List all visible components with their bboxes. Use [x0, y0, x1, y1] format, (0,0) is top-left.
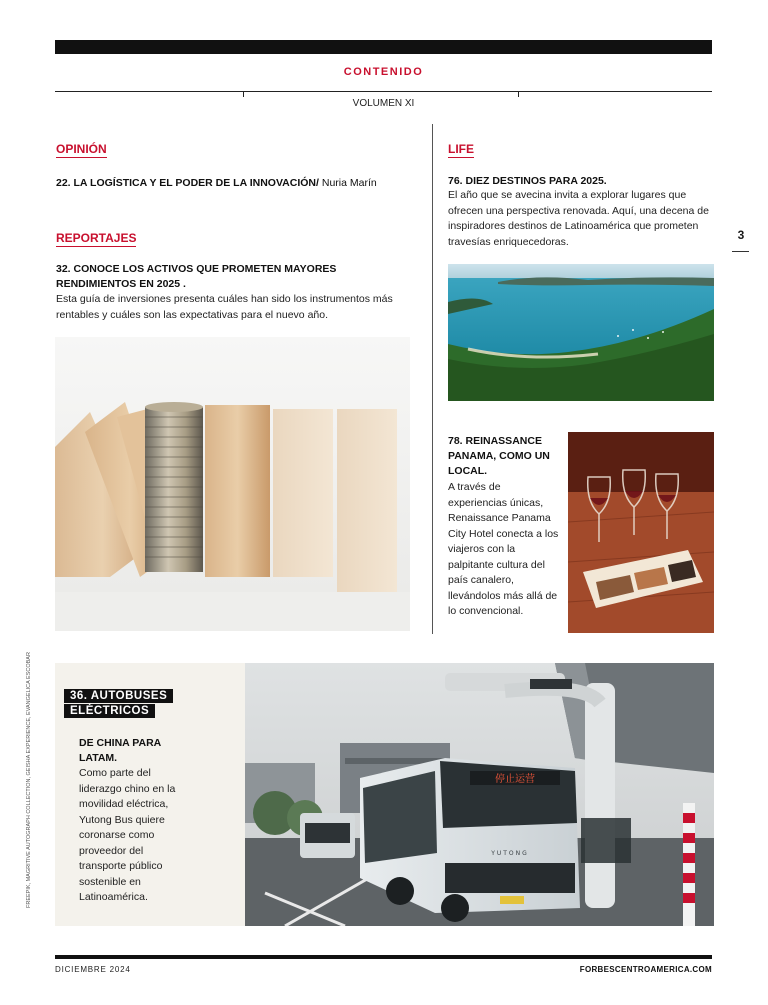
- reportajes-section: [56, 229, 136, 247]
- wine-tasting-photo: [568, 432, 714, 633]
- bus-destination-sign: 停止运营: [495, 774, 535, 785]
- bus-tag-2: [64, 701, 155, 719]
- article-headline[interactable]: DE CHINA PARA LATAM.: [79, 737, 161, 764]
- wine-tasting-illustration: [568, 432, 714, 633]
- bus-tag-label: ELÉCTRICOS: [64, 704, 155, 718]
- article-headline: 22. LA LOGÍSTICA Y EL PODER DE LA INNOVACIÓN/: [56, 177, 319, 189]
- section-label-life: LIFE: [448, 142, 474, 156]
- section-label-opinion: OPINIÓN: [56, 142, 107, 156]
- life-section: [448, 140, 474, 158]
- page-number-rule: [732, 251, 749, 252]
- article-summary: Como parte del liderazgo chino en la movilidad eléctrica, Yutong Bus quiere coronarse como proveedor del transporte público sostenible en Latinoamérica.: [79, 767, 176, 903]
- coins-blocks-photo: [55, 337, 410, 631]
- bus-illustration: [245, 663, 714, 926]
- photo-credit: FREEPIK, MAGRITIVE AUTOGRAPH COLLECTION, GEISHA EXPERIENCE, EVANGELICA ESCOBAR: [26, 652, 32, 908]
- article-summary: Esta guía de inversiones presenta cuáles han sido los instrumentos más rentables y cuáles son las expectativas para el nuevo año.: [56, 293, 393, 321]
- page-title: CONTENIDO: [343, 66, 424, 78]
- article-author: Nuria Marín: [318, 177, 377, 189]
- column-divider: [432, 124, 433, 634]
- bus-brand-label: YUTONG: [491, 850, 529, 857]
- coast-illustration: [448, 264, 714, 401]
- opinion-section: [56, 140, 107, 158]
- coins-blocks-illustration: [55, 337, 410, 631]
- rule-tick: [518, 91, 519, 97]
- page-number: 3: [737, 228, 745, 242]
- bottom-bar: [55, 955, 712, 959]
- article-headline[interactable]: 76. DIEZ DESTINOS PARA 2025.: [448, 175, 607, 187]
- site-link[interactable]: FORBESCENTROAMERICA.COM: [579, 965, 712, 974]
- article-headline[interactable]: 32. CONOCE LOS ACTIVOS QUE PROMETEN MAYORES RENDIMIENTOS EN 2025 .: [56, 263, 337, 290]
- opinion-article[interactable]: [56, 176, 426, 191]
- bus-photo: [245, 663, 714, 926]
- article-headline[interactable]: 78. REINASSANCE PANAMA, COMO UN LOCAL.: [448, 435, 550, 477]
- header-rule: [55, 91, 712, 92]
- issue-date: DICIEMBRE 2024: [55, 965, 131, 974]
- article-summary: El año que se avecina invita a explorar lugares que ofrecen una perspectiva renovada. Aquí, una decena de inspiradores destinos de Latinoamérica que prometen travesías enriquecedoras.: [448, 189, 709, 248]
- coast-photo: [448, 264, 714, 401]
- volume-label: VOLUMEN XI: [352, 98, 415, 109]
- section-label-reportajes: REPORTAJES: [56, 231, 137, 245]
- bus-tag-label: 36. AUTOBUSES: [64, 689, 173, 703]
- rule-tick: [243, 91, 244, 97]
- article-summary: A través de experiencias únicas, Renaissance Panama City Hotel conecta a los viajeros con la palpitante cultura del país canalero, llevándolos más allá de lo convencional.: [448, 481, 559, 617]
- top-bar: [55, 40, 712, 54]
